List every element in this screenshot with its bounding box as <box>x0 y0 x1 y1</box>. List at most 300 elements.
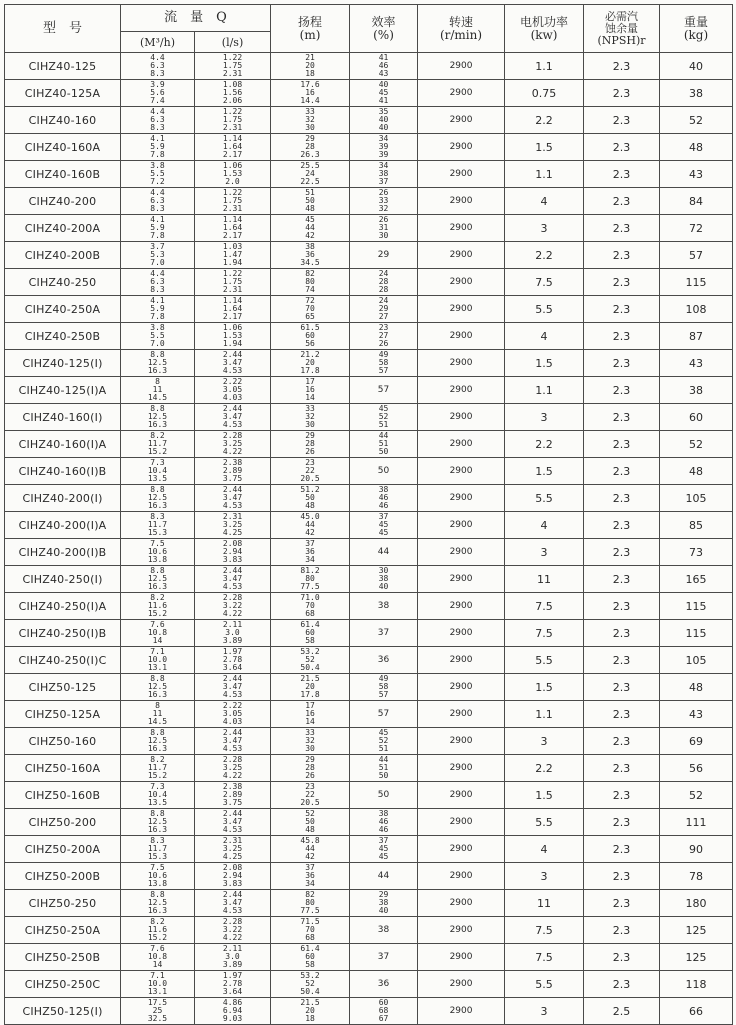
head-cell <box>271 485 350 512</box>
npsh-cell: 2.3 <box>584 269 660 296</box>
header-weight: 重量 (kg) <box>660 5 733 53</box>
model-cell: CIHZ50-250B <box>5 944 121 971</box>
head-cell-value: 50.4 <box>300 663 320 672</box>
header-npsh: 必需汽 蚀余量 (NPSH)r <box>584 5 660 53</box>
speed-cell: 2900 <box>418 242 505 269</box>
head-cell-value: 22 <box>305 790 315 799</box>
model-cell: CIHZ40-250 <box>5 269 121 296</box>
head-cell <box>271 809 350 836</box>
efficiency-cell: 57 <box>350 701 418 728</box>
model-cell: CIHZ40-125A <box>5 80 121 107</box>
table-row <box>5 836 733 863</box>
flow-m3h-cell-value: 8.8 <box>150 674 165 683</box>
flow-m3h-cell-value: 16.3 <box>147 366 168 375</box>
flow-m3h-cell <box>121 539 195 566</box>
efficiency-cell-value: 37 <box>378 512 389 521</box>
head-cell-value: 50.4 <box>300 987 320 996</box>
head-cell-value: 20 <box>305 682 315 691</box>
head-cell <box>271 431 350 458</box>
head-cell-value: 20 <box>305 61 315 70</box>
efficiency-cell <box>350 161 418 188</box>
flow-ls-cell-value: 4.22 <box>222 609 243 618</box>
flow-ls-cell-value: 1.94 <box>222 339 243 348</box>
head-cell <box>271 998 350 1025</box>
efficiency-cell-value: 41 <box>378 96 389 105</box>
flow-ls-cell <box>195 134 271 161</box>
table-row <box>5 890 733 917</box>
power-cell: 5.5 <box>505 296 584 323</box>
weight-cell: 90 <box>660 836 733 863</box>
flow-ls-cell <box>195 485 271 512</box>
flow-ls-cell-value: 4.03 <box>222 717 243 726</box>
head-cell-value: 21.2 <box>300 350 320 359</box>
head-cell-value: 53.2 <box>300 647 320 656</box>
efficiency-cell-value: 37 <box>378 836 389 845</box>
flow-m3h-cell-value: 8.3 <box>150 285 165 294</box>
efficiency-cell <box>350 404 418 431</box>
head-cell-value: 21 <box>305 53 315 62</box>
power-cell: 2.2 <box>505 755 584 782</box>
flow-ls-cell-value: 2.89 <box>222 466 243 475</box>
npsh-cell: 2.3 <box>584 377 660 404</box>
flow-ls-cell-value: 2.78 <box>222 655 243 664</box>
flow-ls-cell-value: 4.03 <box>222 393 243 402</box>
flow-ls-cell <box>195 782 271 809</box>
weight-cell: 52 <box>660 431 733 458</box>
flow-m3h-cell-value: 12.5 <box>147 358 168 367</box>
model-cell: CIHZ40-250B <box>5 323 121 350</box>
flow-ls-cell-value: 4.53 <box>222 366 243 375</box>
flow-ls-cell-value: 3.22 <box>222 925 243 934</box>
head-cell <box>271 836 350 863</box>
model-cell: CIHZ40-250(I)C <box>5 647 121 674</box>
head-cell-value: 74 <box>305 285 315 294</box>
weight-cell: 48 <box>660 134 733 161</box>
efficiency-cell-value: 45 <box>378 852 389 861</box>
power-cell: 1.5 <box>505 458 584 485</box>
efficiency-cell-value: 46 <box>378 493 389 502</box>
head-cell-value: 81.2 <box>300 566 320 575</box>
head-cell-value: 77.5 <box>300 582 320 591</box>
npsh-cell: 2.3 <box>584 809 660 836</box>
efficiency-cell-value: 26 <box>378 215 389 224</box>
head-cell-value: 68 <box>305 933 315 942</box>
flow-m3h-cell-value: 6.3 <box>150 115 165 124</box>
head-cell-value: 17 <box>305 377 315 386</box>
flow-m3h-cell-value: 10.0 <box>147 655 168 664</box>
head-cell <box>271 215 350 242</box>
head-cell-value: 26 <box>305 447 315 456</box>
efficiency-cell <box>350 431 418 458</box>
flow-m3h-cell-value: 8 <box>155 701 160 710</box>
table-header <box>5 5 733 53</box>
efficiency-cell-value: 38 <box>378 809 389 818</box>
flow-ls-cell-value: 1.97 <box>222 647 243 656</box>
npsh-cell: 2.3 <box>584 512 660 539</box>
head-cell-value: 71.0 <box>300 593 320 602</box>
head-cell <box>271 890 350 917</box>
efficiency-cell-value: 45 <box>378 404 389 413</box>
model-cell: CIHZ50-250A <box>5 917 121 944</box>
flow-ls-cell-value: 2.11 <box>222 944 243 953</box>
head-cell-value: 33 <box>305 404 315 413</box>
head-cell <box>271 674 350 701</box>
flow-ls-cell <box>195 755 271 782</box>
table-row <box>5 917 733 944</box>
table-row <box>5 593 733 620</box>
weight-cell: 111 <box>660 809 733 836</box>
flow-ls-cell-value: 2.31 <box>222 512 243 521</box>
head-cell <box>271 161 350 188</box>
flow-ls-cell-value: 4.53 <box>222 906 243 915</box>
flow-m3h-cell-value: 10.6 <box>147 547 168 556</box>
flow-ls-cell-value: 3.05 <box>222 385 243 394</box>
table-row <box>5 620 733 647</box>
table-row <box>5 809 733 836</box>
efficiency-cell-value: 40 <box>378 906 389 915</box>
speed-cell: 2900 <box>418 620 505 647</box>
model-cell: CIHZ50-200B <box>5 863 121 890</box>
flow-ls-cell-value: 1.22 <box>222 107 243 116</box>
head-cell-value: 48 <box>305 204 315 213</box>
head-cell-value: 56 <box>305 339 315 348</box>
flow-ls-cell-value: 1.22 <box>222 269 243 278</box>
efficiency-cell-value: 26 <box>378 188 389 197</box>
efficiency-cell-value: 41 <box>378 53 389 62</box>
flow-ls-cell-value: 1.06 <box>222 161 243 170</box>
flow-ls-cell <box>195 836 271 863</box>
flow-m3h-cell-value: 15.3 <box>147 852 168 861</box>
flow-m3h-cell-value: 5.9 <box>150 304 165 313</box>
efficiency-cell-value: 29 <box>378 304 389 313</box>
flow-ls-cell-value: 3.25 <box>222 763 243 772</box>
flow-ls-cell-value: 2.28 <box>222 917 243 926</box>
flow-m3h-cell-value: 10.6 <box>147 871 168 880</box>
efficiency-cell-value: 49 <box>378 674 389 683</box>
flow-m3h-cell-value: 8.3 <box>150 836 165 845</box>
flow-m3h-cell <box>121 215 195 242</box>
flow-m3h-cell-value: 8.3 <box>150 123 165 132</box>
table-row <box>5 161 733 188</box>
flow-m3h-cell-value: 4.1 <box>150 215 165 224</box>
table-row <box>5 458 733 485</box>
model-cell: CIHZ40-200 <box>5 188 121 215</box>
flow-ls-cell-value: 2.44 <box>222 485 243 494</box>
flow-ls-cell-value: 2.17 <box>222 150 243 159</box>
flow-ls-cell-value: 2.31 <box>222 836 243 845</box>
header-power: 电机功率 (kw) <box>505 5 584 53</box>
flow-m3h-cell-value: 12.5 <box>147 493 168 502</box>
flow-m3h-cell-value: 4.4 <box>150 269 165 278</box>
table-row <box>5 323 733 350</box>
efficiency-cell <box>350 215 418 242</box>
flow-ls-cell-value: 3.64 <box>222 987 243 996</box>
flow-ls-cell-value: 2.94 <box>222 547 243 556</box>
head-cell-value: 77.5 <box>300 906 320 915</box>
npsh-cell: 2.3 <box>584 647 660 674</box>
flow-ls-cell-value: 3.25 <box>222 844 243 853</box>
efficiency-cell-value: 23 <box>378 323 389 332</box>
head-cell-value: 20.5 <box>300 474 320 483</box>
flow-ls-cell-value: 2.38 <box>222 458 243 467</box>
head-cell-value: 22 <box>305 466 315 475</box>
efficiency-cell-value: 58 <box>378 358 389 367</box>
efficiency-cell <box>350 485 418 512</box>
flow-m3h-cell <box>121 296 195 323</box>
flow-m3h-cell-value: 6.3 <box>150 277 165 286</box>
flow-ls-cell-value: 2.44 <box>222 728 243 737</box>
flow-m3h-cell-value: 14.5 <box>147 393 168 402</box>
table-row <box>5 80 733 107</box>
model-cell: CIHZ40-200(I) <box>5 485 121 512</box>
head-cell <box>271 242 350 269</box>
efficiency-cell-value: 27 <box>378 312 389 321</box>
power-cell: 4 <box>505 323 584 350</box>
weight-cell: 69 <box>660 728 733 755</box>
speed-cell: 2900 <box>418 782 505 809</box>
model-cell: CIHZ40-250A <box>5 296 121 323</box>
flow-m3h-cell-value: 8.8 <box>150 404 165 413</box>
flow-ls-cell <box>195 863 271 890</box>
flow-ls-cell-value: 2.28 <box>222 593 243 602</box>
flow-ls-cell-value: 3.47 <box>222 358 243 367</box>
flow-m3h-cell <box>121 917 195 944</box>
head-cell-value: 25.5 <box>300 161 320 170</box>
efficiency-cell <box>350 890 418 917</box>
efficiency-cell-value: 67 <box>378 1014 389 1023</box>
flow-m3h-cell <box>121 593 195 620</box>
flow-m3h-cell-value: 8.8 <box>150 485 165 494</box>
head-cell-value: 34.5 <box>300 258 320 267</box>
flow-m3h-cell-value: 11.6 <box>147 601 168 610</box>
weight-cell: 56 <box>660 755 733 782</box>
efficiency-cell <box>350 323 418 350</box>
flow-m3h-cell <box>121 755 195 782</box>
header-head: 扬程 (m) <box>271 5 350 53</box>
flow-m3h-cell-value: 7.3 <box>150 782 165 791</box>
flow-m3h-cell <box>121 269 195 296</box>
efficiency-cell <box>350 53 418 80</box>
head-cell-value: 42 <box>305 231 315 240</box>
table-row <box>5 647 733 674</box>
weight-cell: 60 <box>660 404 733 431</box>
flow-ls-cell-value: 1.53 <box>222 169 243 178</box>
flow-m3h-cell-value: 11.6 <box>147 925 168 934</box>
efficiency-cell-value: 38 <box>378 485 389 494</box>
flow-ls-cell-value: 1.94 <box>222 258 243 267</box>
flow-m3h-cell-value: 12.5 <box>147 412 168 421</box>
flow-m3h-cell-value: 13.8 <box>147 555 168 564</box>
flow-ls-cell-value: 2.44 <box>222 566 243 575</box>
table-row <box>5 539 733 566</box>
efficiency-cell-value: 40 <box>378 80 389 89</box>
flow-ls-cell-value: 1.06 <box>222 323 243 332</box>
weight-cell: 40 <box>660 53 733 80</box>
head-cell-value: 52 <box>305 655 315 664</box>
flow-m3h-cell <box>121 161 195 188</box>
head-cell-value: 50 <box>305 817 315 826</box>
flow-m3h-cell <box>121 323 195 350</box>
flow-ls-cell-value: 2.31 <box>222 204 243 213</box>
flow-m3h-cell <box>121 944 195 971</box>
head-cell-value: 30 <box>305 420 315 429</box>
power-cell: 5.5 <box>505 485 584 512</box>
efficiency-cell: 44 <box>350 539 418 566</box>
speed-cell: 2900 <box>418 377 505 404</box>
efficiency-cell-value: 32 <box>378 204 389 213</box>
flow-m3h-cell-value: 8 <box>155 377 160 386</box>
model-cell: CIHZ50-125 <box>5 674 121 701</box>
flow-m3h-cell <box>121 404 195 431</box>
head-cell-value: 26 <box>305 771 315 780</box>
flow-m3h-cell-value: 7.8 <box>150 312 165 321</box>
head-cell <box>271 377 350 404</box>
npsh-cell: 2.3 <box>584 404 660 431</box>
flow-m3h-cell <box>121 647 195 674</box>
efficiency-cell <box>350 107 418 134</box>
head-cell-value: 53.2 <box>300 971 320 980</box>
model-cell: CIHZ40-160(I)A <box>5 431 121 458</box>
flow-ls-cell <box>195 431 271 458</box>
flow-ls-cell <box>195 917 271 944</box>
flow-ls-cell-value: 3.47 <box>222 898 243 907</box>
flow-m3h-cell-value: 16.3 <box>147 690 168 699</box>
flow-ls-cell-value: 2.08 <box>222 863 243 872</box>
model-cell: CIHZ40-200B <box>5 242 121 269</box>
npsh-cell: 2.3 <box>584 782 660 809</box>
head-cell-value: 80 <box>305 898 315 907</box>
flow-m3h-cell-value: 14.5 <box>147 717 168 726</box>
efficiency-cell-value: 45 <box>378 520 389 529</box>
speed-cell: 2900 <box>418 539 505 566</box>
table-row <box>5 107 733 134</box>
head-cell <box>271 647 350 674</box>
power-cell: 7.5 <box>505 269 584 296</box>
efficiency-cell <box>350 80 418 107</box>
efficiency-cell-value: 45 <box>378 88 389 97</box>
head-cell-value: 14 <box>305 393 315 402</box>
efficiency-cell-value: 57 <box>378 690 389 699</box>
head-cell-value: 48 <box>305 501 315 510</box>
flow-ls-cell-value: 3.47 <box>222 493 243 502</box>
flow-m3h-cell <box>121 971 195 998</box>
flow-ls-cell <box>195 647 271 674</box>
weight-cell: 118 <box>660 971 733 998</box>
speed-cell: 2900 <box>418 404 505 431</box>
flow-ls-cell-value: 2.44 <box>222 404 243 413</box>
flow-m3h-cell-value: 8.3 <box>150 69 165 78</box>
flow-m3h-cell-value: 16.3 <box>147 582 168 591</box>
head-cell-value: 22.5 <box>300 177 320 186</box>
speed-cell: 2900 <box>418 890 505 917</box>
flow-m3h-cell <box>121 620 195 647</box>
power-cell: 11 <box>505 890 584 917</box>
speed-cell: 2900 <box>418 944 505 971</box>
flow-ls-cell <box>195 188 271 215</box>
efficiency-cell-value: 68 <box>378 1006 389 1015</box>
efficiency-cell <box>350 836 418 863</box>
speed-cell: 2900 <box>418 593 505 620</box>
head-cell <box>271 512 350 539</box>
model-cell: CIHZ40-160A <box>5 134 121 161</box>
flow-m3h-cell-value: 16.3 <box>147 744 168 753</box>
flow-m3h-cell-value: 7.8 <box>150 231 165 240</box>
power-cell: 3 <box>505 539 584 566</box>
weight-cell: 57 <box>660 242 733 269</box>
flow-ls-cell-value: 2.44 <box>222 674 243 683</box>
model-cell: CIHZ40-125 <box>5 53 121 80</box>
header-flow-ls: (l/s) <box>195 32 271 53</box>
model-cell: CIHZ40-125(I)A <box>5 377 121 404</box>
flow-ls-cell-value: 1.22 <box>222 188 243 197</box>
flow-ls-cell <box>195 350 271 377</box>
flow-ls-cell-value: 3.05 <box>222 709 243 718</box>
flow-m3h-cell <box>121 674 195 701</box>
flow-m3h-cell-value: 7.0 <box>150 258 165 267</box>
head-cell-value: 36 <box>305 547 315 556</box>
head-cell-value: 42 <box>305 852 315 861</box>
flow-ls-cell-value: 4.53 <box>222 420 243 429</box>
weight-cell: 66 <box>660 998 733 1025</box>
efficiency-cell-value: 33 <box>378 196 389 205</box>
flow-m3h-cell-value: 8.2 <box>150 917 165 926</box>
flow-m3h-cell <box>121 728 195 755</box>
flow-ls-cell-value: 1.75 <box>222 196 243 205</box>
power-cell: 4 <box>505 512 584 539</box>
flow-m3h-cell-value: 4.1 <box>150 296 165 305</box>
head-cell-value: 38 <box>305 242 315 251</box>
power-cell: 4 <box>505 836 584 863</box>
power-cell: 3 <box>505 728 584 755</box>
flow-m3h-cell <box>121 188 195 215</box>
efficiency-cell: 36 <box>350 647 418 674</box>
table-row <box>5 377 733 404</box>
flow-m3h-cell <box>121 809 195 836</box>
power-cell: 1.1 <box>505 701 584 728</box>
head-cell-value: 70 <box>305 601 315 610</box>
npsh-cell: 2.3 <box>584 161 660 188</box>
flow-ls-cell-value: 1.75 <box>222 61 243 70</box>
speed-cell: 2900 <box>418 134 505 161</box>
head-cell-value: 21.5 <box>300 998 320 1007</box>
flow-m3h-cell-value: 8.2 <box>150 431 165 440</box>
npsh-cell: 2.3 <box>584 701 660 728</box>
efficiency-cell: 29 <box>350 242 418 269</box>
head-cell-value: 44 <box>305 223 315 232</box>
npsh-cell: 2.3 <box>584 296 660 323</box>
efficiency-cell-value: 26 <box>378 339 389 348</box>
flow-ls-cell-value: 2.0 <box>225 177 240 186</box>
npsh-cell: 2.3 <box>584 485 660 512</box>
flow-m3h-cell-value: 15.2 <box>147 933 168 942</box>
flow-m3h-cell-value: 15.3 <box>147 528 168 537</box>
flow-ls-cell-value: 2.44 <box>222 890 243 899</box>
head-cell-value: 32 <box>305 412 315 421</box>
head-cell-value: 51.2 <box>300 485 320 494</box>
flow-m3h-cell <box>121 242 195 269</box>
npsh-cell: 2.3 <box>584 431 660 458</box>
power-cell: 7.5 <box>505 944 584 971</box>
efficiency-cell-value: 51 <box>378 439 389 448</box>
flow-ls-cell-value: 2.44 <box>222 809 243 818</box>
npsh-cell: 2.3 <box>584 539 660 566</box>
weight-cell: 43 <box>660 161 733 188</box>
head-cell-value: 60 <box>305 952 315 961</box>
efficiency-cell <box>350 998 418 1025</box>
speed-cell: 2900 <box>418 701 505 728</box>
npsh-cell: 2.3 <box>584 917 660 944</box>
flow-ls-cell-value: 3.0 <box>225 952 240 961</box>
